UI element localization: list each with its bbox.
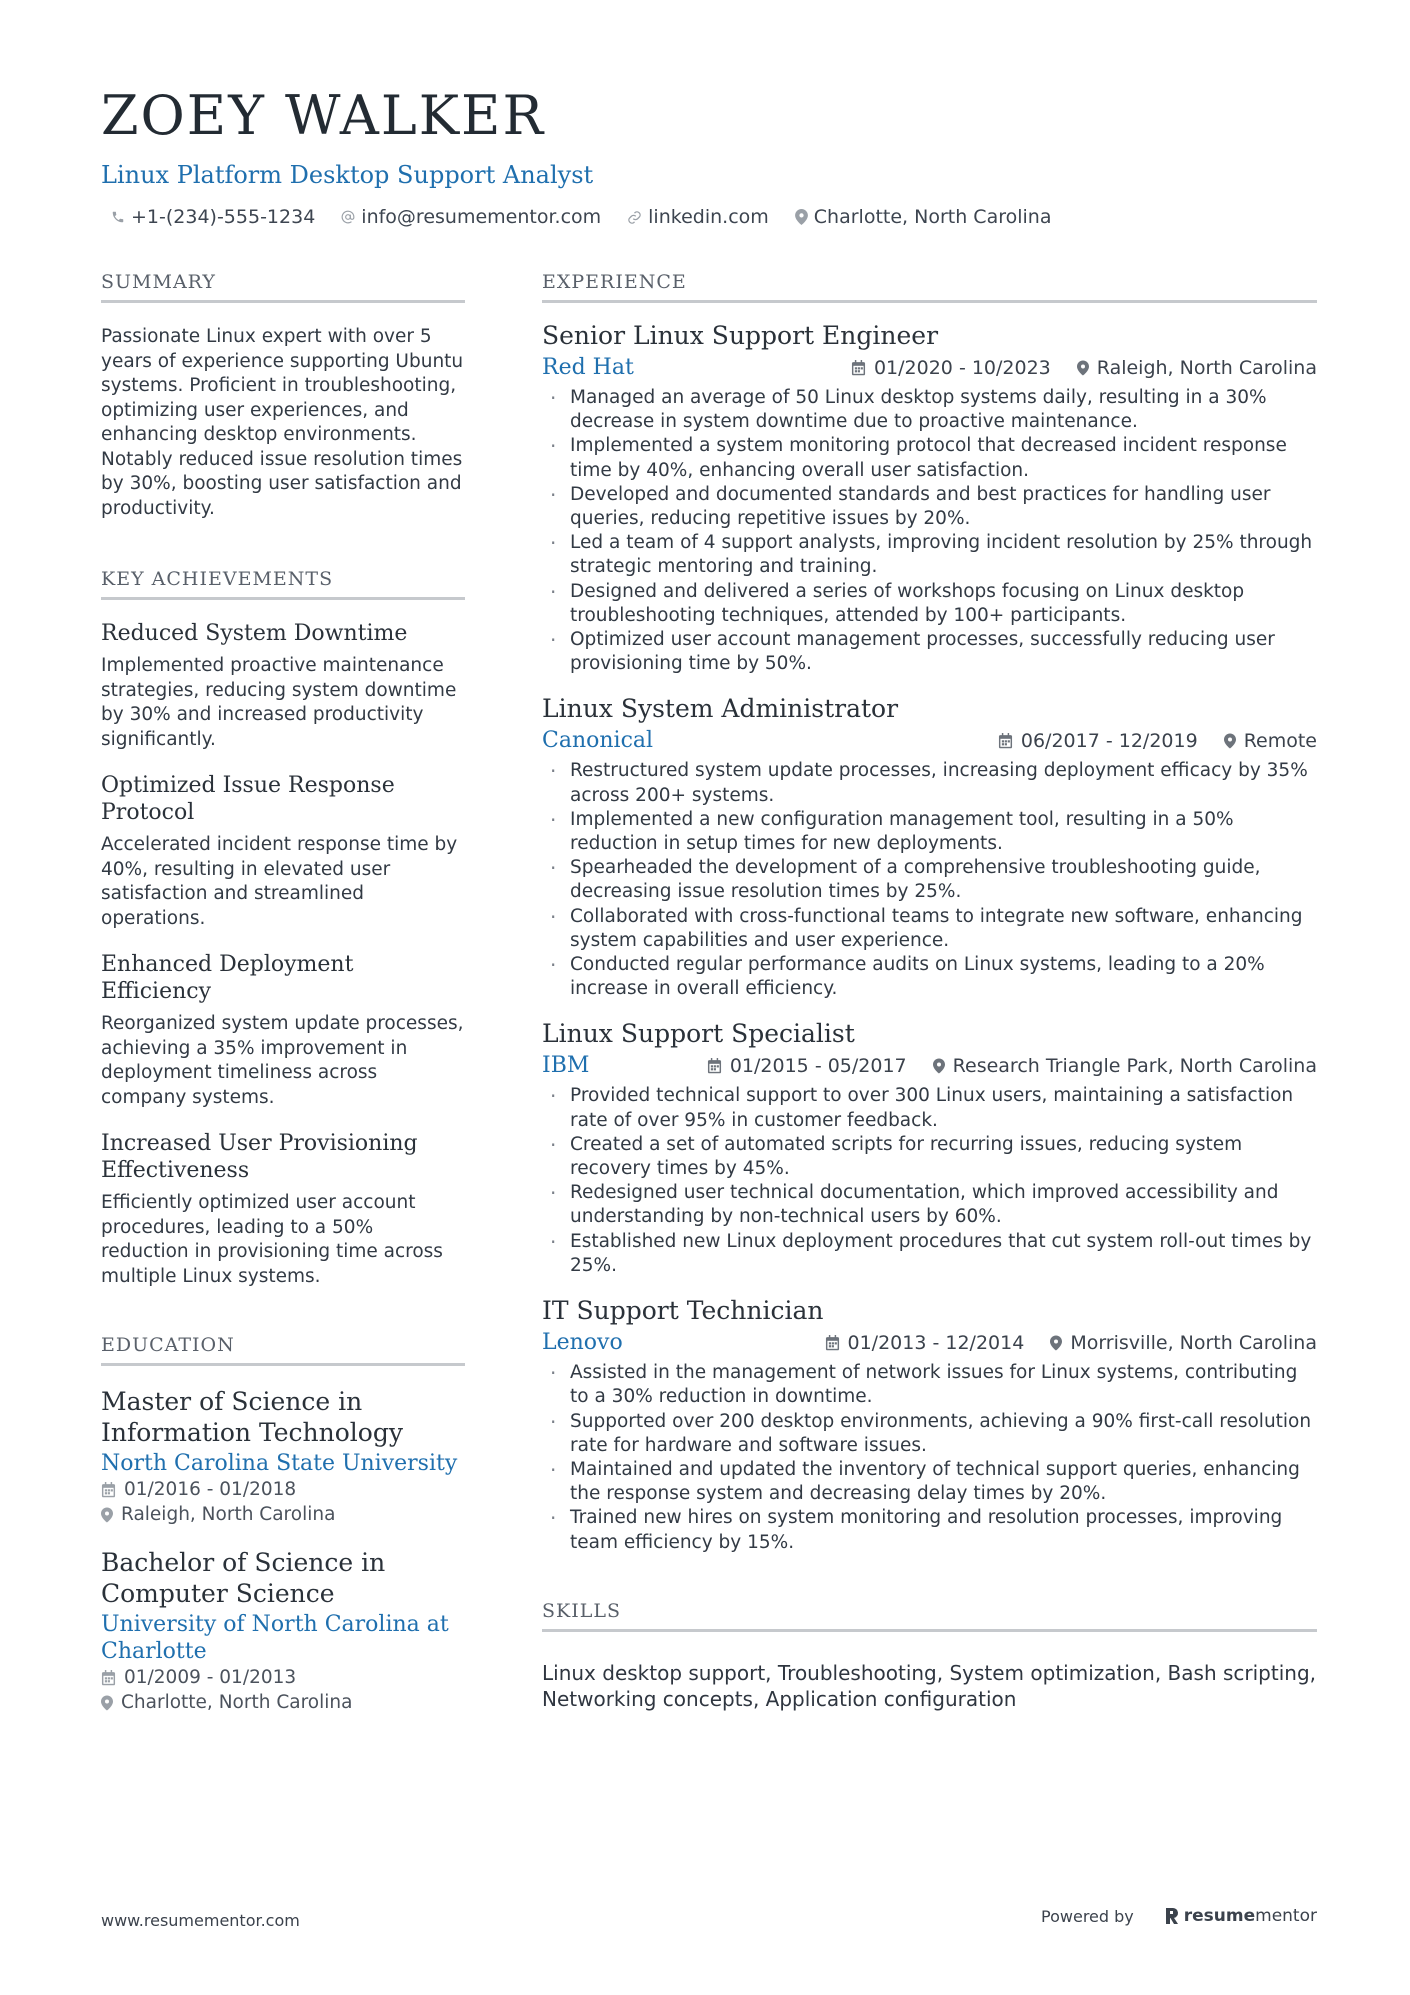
job-location — [1050, 1332, 1317, 1354]
job-subheader — [542, 1329, 1317, 1357]
achievement-title: Enhanced Deployment Efficiency — [101, 952, 354, 1004]
company-name: Lenovo — [542, 1330, 623, 1356]
job-entry — [542, 1017, 1317, 1278]
powered-by-text: Powered by — [1041, 1906, 1134, 1926]
experience-heading: EXPERIENCE — [542, 270, 1317, 303]
location-text: Raleigh, North Carolina — [1096, 357, 1317, 379]
resume-header — [101, 78, 1321, 228]
calendar-icon — [101, 1670, 116, 1686]
link-icon — [627, 210, 642, 225]
bullet-item: · Managed an average of 50 Linux desktop systems daily, resulting in a 30% decrease in system downtime due to proactive maintenance. — [542, 386, 1317, 434]
bullet-item: · Trained new hires on system monitoring and resolution processes, improving team efficiency by 15%. — [542, 1506, 1317, 1554]
job-bullets — [542, 386, 1317, 676]
calendar-icon — [101, 1482, 116, 1498]
right-column — [542, 270, 1317, 1712]
brand-bold-text: resume — [1183, 1906, 1256, 1926]
phone-icon — [111, 210, 125, 224]
at-icon — [341, 210, 355, 224]
location-pin-icon — [1050, 1335, 1062, 1351]
calendar-icon — [851, 360, 866, 376]
brand-logo[interactable] — [1164, 1906, 1317, 1926]
bullet-item: · Implemented a system monitoring protocol that decreased incident response time by 40%, enhancing overall user satisfaction. — [542, 434, 1317, 482]
job-meta — [972, 730, 1317, 752]
dates-text: 01/2015 - 05/2017 — [729, 1055, 907, 1078]
education-item — [101, 1386, 465, 1527]
company-name: Canonical — [542, 728, 654, 754]
footer-branding — [1041, 1906, 1317, 1926]
dates-text: 01/2016 - 01/2018 — [124, 1479, 297, 1500]
bullet-item: · Optimized user account management processes, successfully reducing user provisioning time by 50%. — [542, 628, 1317, 676]
achievements-section — [101, 567, 465, 1289]
job-location — [933, 1055, 1317, 1077]
achievement-title: Increased User Provisioning Effectiveness — [101, 1131, 418, 1183]
bullet-item: · Created a set of automated scripts for recurring issues, reducing system recovery times by 45%. — [542, 1133, 1317, 1181]
footer-website[interactable]: www.resumementor.com — [101, 1911, 300, 1930]
bullet-item: · Collaborated with cross-functional teams to integrate new software, enhancing system capabilities and user experience. — [542, 905, 1317, 953]
calendar-icon — [707, 1058, 722, 1074]
dates-text: 06/2017 - 12/2019 — [1020, 730, 1198, 753]
company-name: Red Hat — [542, 355, 634, 380]
job-meta — [681, 1055, 1317, 1077]
achievement-item — [101, 620, 465, 752]
bullet-item: · Developed and documented standards and best practices for handling user queries, reducing repetitive issues by 20%. — [542, 483, 1317, 531]
achievement-text: Accelerated incident response time by 40%, resulting in elevated user satisfaction and streamlined operations. — [101, 834, 458, 929]
candidate-name: ZOEY WALKER — [101, 84, 546, 147]
location-pin-icon — [933, 1058, 945, 1074]
achievement-title: Reduced System Downtime — [101, 621, 408, 646]
job-dates — [998, 730, 1198, 752]
job-meta — [825, 357, 1317, 379]
job-subheader — [542, 1052, 1317, 1080]
education-location — [101, 1690, 465, 1715]
bullet-item: · Assisted in the management of network issues for Linux systems, contributing to a 30% reduction in downtime. — [542, 1361, 1317, 1409]
job-location — [1077, 357, 1317, 379]
left-column — [101, 270, 465, 1715]
job-subheader — [542, 354, 1317, 382]
bullet-item: · Maintained and updated the inventory of technical support queries, enhancing the response system and decreasing delay times by 20%. — [542, 1458, 1317, 1506]
school-name: North Carolina State University — [101, 1451, 458, 1476]
job-entry — [542, 692, 1317, 1001]
bullet-item: · Designed and delivered a series of workshops focusing on Linux desktop troubleshooting techniques, attended by 100+ participants. — [542, 580, 1317, 628]
job-dates — [825, 1332, 1025, 1354]
skills-text: Linux desktop support, Troubleshooting, System optimization, Bash scripting, Networking concepts, Application configuration — [542, 1660, 1316, 1711]
job-dates — [851, 357, 1051, 379]
bullet-item: · Spearheaded the development of a comprehensive troubleshooting guide, decreasing issue resolution times by 25%. — [542, 856, 1317, 904]
dates-text: 01/2020 - 10/2023 — [873, 357, 1051, 379]
job-subtitle: Linux Platform Desktop Support Analyst — [101, 161, 594, 189]
location-pin-icon — [795, 209, 808, 225]
education-dates — [101, 1665, 465, 1690]
job-title: IT Support Technician — [542, 1296, 824, 1326]
education-item — [101, 1547, 465, 1715]
location-text: Raleigh, North Carolina — [121, 1504, 336, 1525]
bullet-item: · Redesigned user technical documentation, which improved accessibility and understanding by non-technical users by 60%. — [542, 1181, 1317, 1229]
achievement-title: Optimized Issue Response Protocol — [101, 773, 395, 825]
bullet-item: · Restructured system update processes, increasing deployment efficacy by 35% across 200+ systems. — [542, 759, 1317, 807]
achievements-heading: KEY ACHIEVEMENTS — [101, 567, 465, 600]
skills-section — [542, 1599, 1317, 1712]
experience-section — [542, 270, 1317, 1555]
job-entry — [542, 319, 1317, 676]
location-pin-icon — [101, 1695, 113, 1711]
achievement-text: Efficiently optimized user account procedures, leading to a 50% reduction in provisioning time across multiple Linux systems. — [101, 1192, 443, 1287]
education-section — [101, 1333, 465, 1715]
achievement-text: Implemented proactive maintenance strategies, reducing system downtime by 30% and increased productivity significantly. — [101, 655, 457, 750]
summary-heading: SUMMARY — [101, 270, 465, 303]
achievement-item — [101, 1130, 465, 1289]
dates-text: 01/2009 - 01/2013 — [124, 1667, 297, 1688]
bullet-item: · Led a team of 4 support analysts, improving incident resolution by 25% through strategic mentoring and training. — [542, 531, 1317, 579]
job-title: Senior Linux Support Engineer — [542, 321, 939, 350]
location-text: Remote — [1243, 730, 1317, 753]
brand-light-text: mentor — [1255, 1906, 1317, 1926]
location-text: Charlotte, North Carolina — [813, 206, 1052, 228]
achievement-item — [101, 951, 465, 1110]
job-bullets — [542, 1361, 1317, 1555]
achievement-text: Reorganized system update processes, achieving a 35% improvement in deployment timeliness across company systems. — [101, 1013, 464, 1108]
summary-section — [101, 270, 465, 521]
company-name: IBM — [542, 1053, 590, 1079]
school-name: University of North Carolina at Charlotte — [101, 1612, 449, 1664]
bullet-item: · Provided technical support to over 300 Linux users, maintaining a satisfaction rate of over 95% in customer feedback. — [542, 1084, 1317, 1132]
skills-heading: SKILLS — [542, 1599, 1317, 1632]
location-pin-icon — [1224, 733, 1236, 749]
location-text: Morrisville, North Carolina — [1070, 1332, 1317, 1355]
email-text[interactable]: info@resumementor.com — [361, 206, 602, 228]
job-entry — [542, 1294, 1317, 1555]
job-subheader — [542, 727, 1317, 755]
linkedin-text[interactable]: linkedin.com — [648, 206, 769, 228]
location-text: Charlotte, North Carolina — [121, 1692, 353, 1713]
bullet-item: · Conducted regular performance audits on Linux systems, leading to a 20% increase in overall efficiency. — [542, 953, 1317, 1001]
job-title: Linux Support Specialist — [542, 1019, 855, 1049]
job-location — [1224, 730, 1317, 752]
contact-bar — [111, 206, 1321, 228]
education-heading: EDUCATION — [101, 1333, 465, 1366]
resumementor-logo-icon — [1164, 1906, 1180, 1926]
bullet-item: · Supported over 200 desktop environments, achieving a 90% first-call resolution rate for hardware and software issues. — [542, 1410, 1317, 1458]
dates-text: 01/2013 - 12/2014 — [847, 1332, 1025, 1355]
job-meta — [799, 1332, 1318, 1354]
achievement-item — [101, 772, 465, 931]
summary-text: Passionate Linux expert with over 5 years of experience supporting Ubuntu systems. Proficient in troubleshooting, optimizing user experiences, and enhancing desktop environments. Notably reduced issue resolution times by 30%, boosting user satisfaction and productivity. — [101, 326, 464, 519]
job-bullets — [542, 759, 1317, 1001]
job-title: Linux System Administrator — [542, 694, 899, 724]
calendar-icon — [998, 733, 1013, 749]
bullet-item: · Established new Linux deployment procedures that cut system roll-out times by 25%. — [542, 1230, 1317, 1278]
education-dates — [101, 1477, 465, 1502]
contact-linkedin[interactable] — [627, 206, 769, 228]
contact-phone — [111, 206, 315, 228]
calendar-icon — [825, 1335, 840, 1351]
job-dates — [707, 1055, 907, 1077]
degree-title: Master of Science in Information Technology — [101, 1387, 403, 1447]
phone-text: +1-(234)-555-1234 — [131, 206, 316, 228]
contact-location — [795, 206, 1052, 228]
location-text: Research Triangle Park, North Carolina — [952, 1055, 1317, 1078]
job-bullets — [542, 1084, 1317, 1278]
bullet-item: · Implemented a new configuration management tool, resulting in a 50% reduction in setup times for new deployments. — [542, 808, 1317, 856]
location-pin-icon — [101, 1507, 113, 1523]
degree-title: Bachelor of Science in Computer Science — [101, 1548, 386, 1608]
education-location — [101, 1502, 465, 1527]
contact-email[interactable] — [341, 206, 601, 228]
location-pin-icon — [1077, 360, 1089, 376]
